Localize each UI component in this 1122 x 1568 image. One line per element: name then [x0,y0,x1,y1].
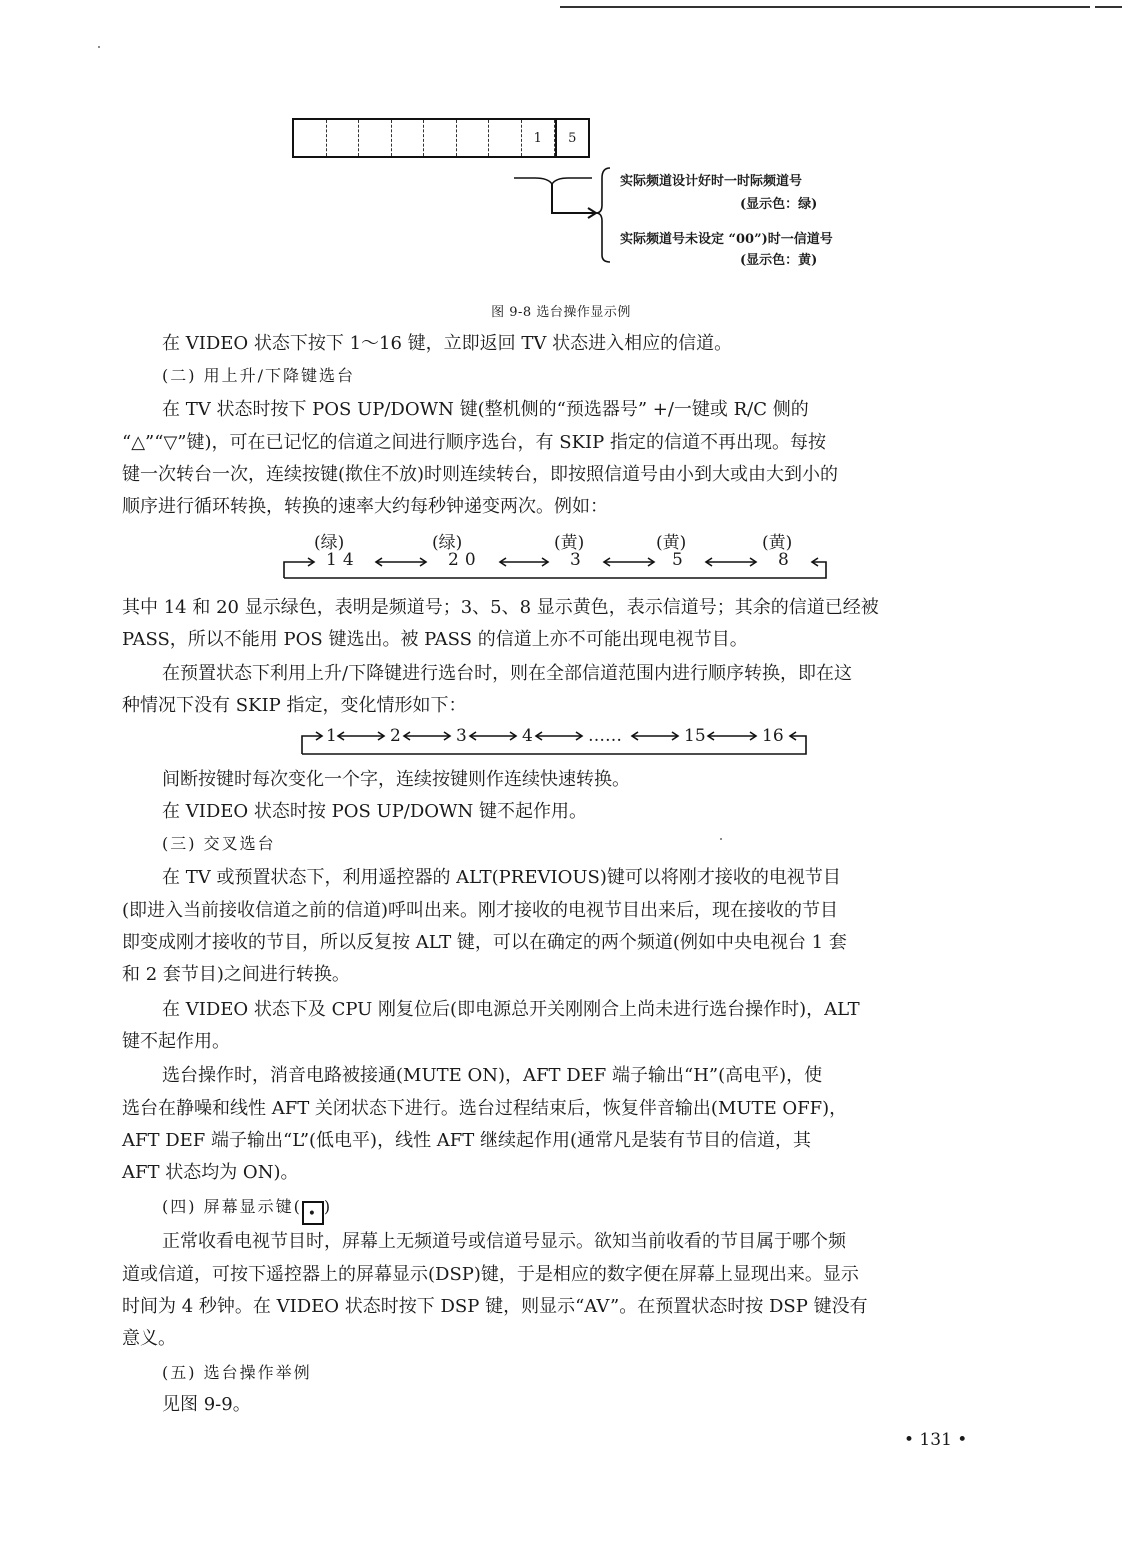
seq-color-label: (绿) [432,533,463,553]
seq-value: 5 [672,550,683,570]
annotation-yellow: (显示色：黄) [740,253,818,268]
paragraph: 时间为 4 秒钟。在 VIDEO 状态时按下 DSP 键，则显示“AV”。在预置状态时按 DSP 键没有 [122,1296,868,1317]
figure-caption: 图 9-8 选台操作显示例 [491,305,631,320]
paragraph: 道或信道，可按下遥控器上的屏幕显示(DSP)键，于是相应的数字便在屏幕上显现出来。显示 [122,1264,859,1285]
paragraph: 正常收看电视节目时，屏幕上无频道号或信道号显示。欲知当前收看的节目属于哪个频 [162,1231,846,1252]
seq1-arrows [0,548,1122,588]
scan-speck [98,46,100,48]
paragraph: 顺序进行循环转换，转换的速率大约每秒钟递变两次。例如： [122,496,608,517]
paragraph: 选台在静噪和线性 AFT 关闭状态下进行。选台过程结束后，恢复伴音输出(MUTE OFF)， [122,1098,848,1119]
seq-value: 20 [448,550,482,570]
paragraph: 选台操作时，消音电路被接通(MUTE ON)，AFT DEF 端子输出“H”(高电平)，使 [162,1065,823,1086]
heading-text: (四) 屏幕显示键( [162,1197,302,1216]
page-number: • 131 • [904,1430,968,1450]
annotation-preset-channel: 实际频道号未设定 “00”)时一信道号 [620,232,833,247]
paragraph: (即进入当前接收信道之前的信道)呼叫出来。刚才接收的电视节目出来后，现在接收的节目 [122,900,839,921]
paragraph: 在 VIDEO 状态时按 POS UP/DOWN 键不起作用。 [162,801,588,822]
seq-color-label: (黄) [554,533,585,553]
paragraph: “△”“▽”键)，可在已记忆的信道之间进行顺序选台，有 SKIP 指定的信道不再出现。每按 [122,432,826,453]
paragraph: PASS，所以不能用 POS 键选出。被 PASS 的信道上亦不可能出现电视节目。 [122,629,748,650]
section-heading: (五) 选台操作举例 [162,1363,312,1382]
display-cell-units: 5 [555,120,589,156]
seq-color-label: (绿) [314,533,345,553]
paragraph: 见图 9-9。 [162,1394,251,1415]
scan-speck [720,838,722,840]
seq-color-label: (黄) [656,533,687,553]
seq2-value: 16 [762,726,784,746]
section-heading-display-key [162,1191,988,1225]
annotation-green: (显示色：绿) [740,197,818,212]
paragraph: 键不起作用。 [122,1031,230,1052]
seq2-value: 3 [456,726,467,746]
figure-9-8 [0,0,1122,330]
paragraph: 在预置状态下利用上升/下降键进行选台时，则在全部信道范围内进行顺序转换，即在这 [162,663,853,684]
seq2-value: 4 [522,726,533,746]
paragraph: 其中 14 和 20 显示绿色，表明是频道号；3、5、8 显示黄色，表示信道号；其余的信道已经被 [122,597,879,618]
heading-text-end: ) [323,1197,333,1216]
paragraph: 在 TV 状态时按下 POS UP/DOWN 键(整机侧的“预选器号” +/一键或 R/C 侧的 [162,399,809,420]
paragraph: 在 VIDEO 状态下按下 1～16 键，立即返回 TV 状态进入相应的信道。 [162,333,733,354]
seq2-value: …… [588,726,622,746]
paragraph: 间断按键时每次变化一个字，连续按键则作连续快速转换。 [162,769,630,790]
seq2-arrows [0,722,1122,762]
section-heading: (三) 交叉选台 [162,834,276,853]
seq-value: 14 [326,550,360,570]
paragraph: 和 2 套节目)之间进行转换。 [122,964,350,985]
paragraph: 种情况下没有 SKIP 指定，变化情形如下： [122,695,467,716]
seq2-value: 2 [390,726,401,746]
bracket-connector [0,0,1122,300]
seq-value: 3 [570,550,581,570]
paragraph: AFT DEF 端子输出“L”(低电平)，线性 AFT 继续起作用(通常凡是装有节目的信道，其 [122,1130,812,1151]
dot-key-icon: • [302,1201,324,1225]
section-heading: (二) 用上升/下降键选台 [162,366,355,385]
seq2-value: 1 [326,726,337,746]
display-cell-tens: 1 [522,120,555,156]
paragraph: AFT 状态均为 ON)。 [122,1162,299,1183]
paragraph: 意义。 [122,1328,176,1349]
seq-value: 8 [778,550,789,570]
annotation-frequency-channel: 实际频道设计好时一时际频道号 [620,174,803,189]
seq-color-label: (黄) [762,533,793,553]
seq2-value: 15 [684,726,706,746]
paragraph: 在 VIDEO 状态下及 CPU 刚复位后(即电源总开关刚刚合上尚未进行选台操作时)，ALT [162,999,860,1020]
paragraph: 在 TV 或预置状态下，利用遥控器的 ALT(PREVIOUS)键可以将刚才接收的电视节目 [162,867,841,888]
paragraph: 即变成刚才接收的节目，所以反复按 ALT 键，可以在确定的两个频道(例如中央电视台 1 套 [122,932,847,953]
paragraph: 键一次转台一次，连续按键(揿住不放)时则连续转台，即按照信道号由小到大或由大到小的 [122,464,839,485]
